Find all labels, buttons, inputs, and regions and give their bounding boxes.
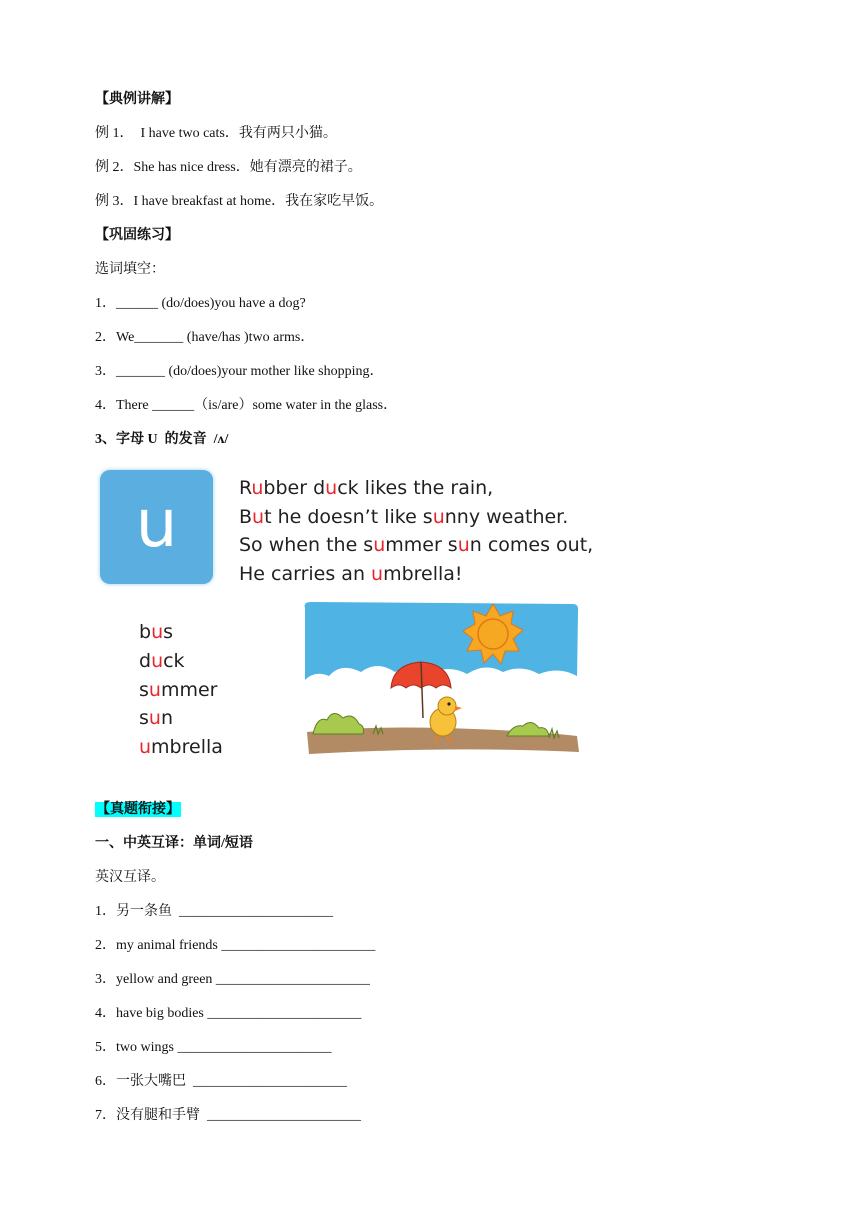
phonics-word [139, 704, 223, 733]
exam-item-1: 1．另一条鱼 ______________________ [95, 904, 333, 919]
rubber-duck-umbrella-illustration [303, 600, 579, 760]
text-segment: B [239, 505, 253, 528]
poem-line [239, 560, 593, 589]
practice-item-4: 4．There ______（is/are）some water in the glass． [95, 398, 398, 413]
exam-instruction: 英汉互译。 [95, 870, 165, 885]
text-segment: n comes out, [469, 534, 594, 556]
practice-instruction: 选词填空： [95, 262, 165, 277]
text-segment: ck likes the rain, [337, 477, 494, 499]
exam-item-3: 3．yellow and green ______________________ [95, 972, 370, 987]
practice-item-2: 2．We_______ (have/has )two arms． [95, 330, 315, 345]
poem-line [239, 531, 593, 560]
phonics-word [139, 618, 223, 647]
text-segment: s [163, 621, 174, 643]
text-segment: s [139, 707, 149, 730]
text-segment: n [160, 707, 173, 730]
highlighted-u: u [457, 534, 470, 556]
text-segment: mmer [160, 678, 218, 701]
text-segment: d [139, 649, 152, 672]
highlighted-u: u [371, 562, 384, 585]
text-segment: mmer s [385, 534, 458, 556]
text-segment: nny weather. [444, 505, 569, 528]
exam-item-4: 4．have big bodies ______________________ [95, 1006, 362, 1021]
highlighted-u: u [139, 736, 152, 759]
exam-item-2: 2．my animal friends ______________________ [95, 938, 376, 953]
example-1: 例 1． I have two cats．我有两只小猫。 [95, 126, 337, 141]
poem-line [239, 474, 593, 503]
text-segment: So when the s [239, 534, 374, 556]
phonics-word-list [139, 618, 223, 762]
phonics-word [139, 676, 223, 705]
highlighted-u: u [325, 477, 338, 499]
highlighted-u: u [148, 707, 161, 730]
text-segment: bber d [263, 477, 326, 499]
exam-subheading: 一、中英互译：单词/短语 [95, 836, 253, 851]
exam-item-7: 7．没有腿和手臂 ______________________ [95, 1108, 361, 1123]
example-2: 例 2．She has nice dress．她有漂亮的裙子。 [95, 160, 362, 175]
text-segment: mbrella [151, 736, 223, 759]
exam-heading [95, 801, 181, 819]
practice-heading: 【巩固练习】 [95, 228, 179, 243]
practice-item-1: 1．______ (do/does)you have a dog? [95, 296, 306, 311]
exam-item-6: 6．一张大嘴巴 ______________________ [95, 1074, 347, 1089]
exam-heading-text: 【真题衔接】 [96, 802, 180, 817]
phonics-word [139, 733, 223, 762]
text-segment: s [139, 678, 149, 701]
highlighted-u: u [252, 505, 265, 528]
highlighted-u: u [251, 477, 264, 499]
highlighted-u: u [373, 534, 386, 556]
text-segment: b [139, 621, 152, 643]
text-segment: t he doesn’t like s [264, 505, 433, 528]
poem-line [239, 503, 593, 532]
example-heading: 【典例讲解】 [95, 92, 179, 107]
highlighted-u: u [151, 621, 164, 643]
card-letter: u [135, 485, 178, 562]
highlighted-u: u [148, 678, 161, 701]
text-segment: He carries an [239, 562, 372, 585]
phonics-heading: 3、字母 U 的发音 /ʌ/ [95, 432, 229, 447]
phonics-poem [239, 474, 593, 588]
exam-item-5: 5．two wings ______________________ [95, 1040, 332, 1055]
letter-card [100, 470, 213, 584]
text-segment: R [239, 477, 252, 499]
text-segment: ck [163, 649, 185, 672]
practice-item-3: 3．_______ (do/does)your mother like shopping． [95, 364, 384, 379]
text-segment: mbrella! [383, 562, 463, 585]
highlighted-u: u [432, 505, 445, 528]
phonics-word [139, 647, 223, 676]
highlighted-u: u [151, 649, 164, 672]
example-3: 例 3．I have breakfast at home．我在家吃早饭。 [95, 194, 384, 209]
